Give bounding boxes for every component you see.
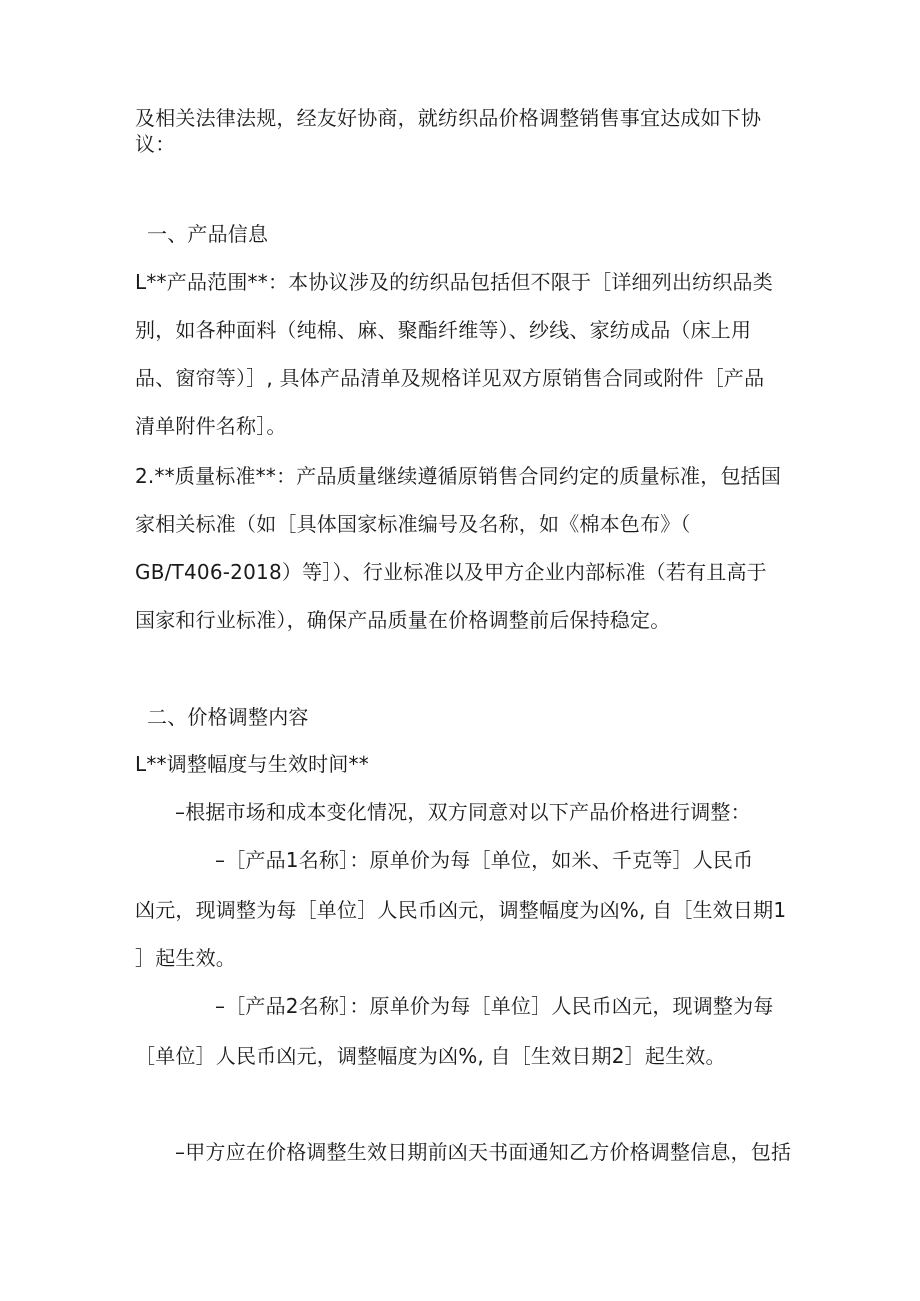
product-1-line-2: 凶元，现调整为每［单位］人民币凶元，调整幅度为凶%, 自［生效日期1 — [135, 898, 787, 922]
section-1-item-1-line-4: 清单附件名称］。 — [135, 414, 287, 438]
intro-line-1: 及相关法律法规，经友好协商，就纺织品价格调整销售事宜达成如下协 — [135, 106, 762, 130]
section-1-item-2-line-3: GB/T406-2018）等］）、行业标准以及甲方企业内部标准（若有且高于 — [135, 560, 767, 584]
section-2-item-1-title: L**调整幅度与生效时间** — [135, 752, 369, 776]
section-2-heading: 二、价格调整内容 — [147, 705, 309, 729]
section-1-heading: 一、产品信息 — [147, 222, 269, 246]
section-1-item-1-line-3: 品、窗帘等）］, 具体产品清单及规格详见双方原销售合同或附件［产品 — [135, 366, 765, 390]
section-1-item-2-line-2: 家相关标准（如［具体国家标准编号及名称，如《棉本色布》（ — [135, 512, 691, 536]
product-2-line-2: ［单位］人民币凶元，调整幅度为凶%, 自［生效日期2］起生效。 — [135, 1044, 726, 1068]
notice-line: –甲方应在价格调整生效日期前凶天书面通知乙方价格调整信息，包括 — [175, 1140, 792, 1164]
intro-line-2: 议： — [135, 132, 176, 156]
section-1-item-2-line-1: 2.**质量标准**：产品质量继续遵循原销售合同约定的质量标准，包括国 — [135, 464, 782, 488]
product-1-line-3: ］起生效。 — [135, 946, 236, 970]
section-1-item-2-line-4: 国家和行业标准），确保产品质量在价格调整前后保持稳定。 — [135, 608, 671, 632]
section-2-intro-line: –根据市场和成本变化情况，双方同意对以下产品价格进行调整： — [175, 800, 751, 824]
section-1-item-1-line-1: L**产品范围**：本协议涉及的纺织品包括但不限于［详细列出纺织品类 — [135, 270, 773, 294]
product-2-line-1: –［产品2名称］：原单价为每［单位］人民币凶元，现调整为每 — [215, 994, 774, 1018]
product-1-line-1: –［产品1名称］：原单价为每［单位，如米、千克等］人民币 — [215, 848, 754, 872]
section-1-item-1-line-2: 别，如各种面料（纯棉、麻、聚酯纤维等）、纱线、家纺成品（床上用 — [135, 318, 752, 342]
